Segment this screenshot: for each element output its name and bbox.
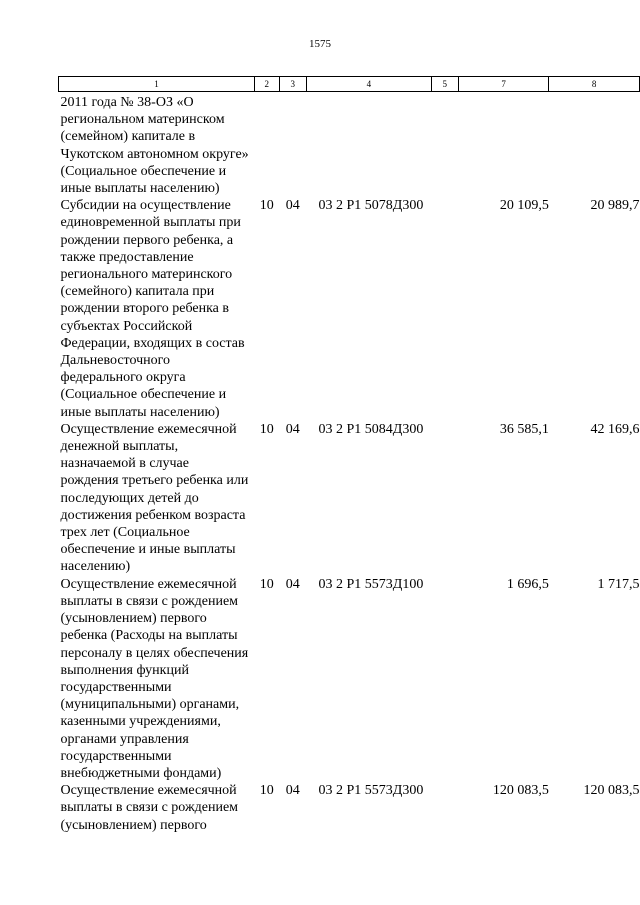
row-amount-col8: 42 169,6 [590,421,640,437]
row-subsection: 04 [285,421,300,437]
page-number: 1575 [309,38,331,50]
row-section: 10 [259,198,274,214]
budget-table [58,76,640,834]
continuation-row [59,92,640,198]
row-name: Субсидии на осуществление единовременной выплаты при рождении первого ребенка, а также предоставление регионального материнского (семейного) капитала при рождении второго ребенка в субъектах Российской Федерации, входящих в состав Дальневосточного федерального округа (Социальное обеспечение и иные выплаты населению) [60,198,245,420]
row-name: Осуществление ежемесячной выплаты в связи с рождением (усыновлением) первого ребенка (Расходы на выплаты персоналу в целях обеспечения выполнения функций государственными (муниципальными) органами, казенными учреждениями, органами управления государственными внебюджетными фондами) [60,576,249,781]
table-row [59,576,640,782]
row-name: Осуществление ежемесячной выплаты в связи с рождением (усыновлением) первого [60,783,239,833]
row-target-code: 03 2 Р1 5573Д300 [318,783,424,799]
column-header-5: 5 [431,77,458,92]
row-target-code: 03 2 Р1 5573Д100 [318,576,424,592]
row-amount-col7: 1 696,5 [506,576,549,592]
column-header-3: 3 [279,77,306,92]
continuation-text: 2011 года № 38-ОЗ «О региональном материнском (семейном) капитале в Чукотском автономном округе» (Социальное обеспечение и иные выплаты населению) [60,95,249,197]
row-section: 10 [259,421,274,437]
row-amount-col8: 1 717,5 [597,576,640,592]
row-subsection: 04 [285,783,300,799]
column-header-2: 2 [254,77,279,92]
table-row [59,782,640,834]
row-section: 10 [259,576,274,592]
row-amount-col7: 36 585,1 [499,421,549,437]
row-subsection: 04 [285,576,300,592]
column-header-8: 8 [549,77,640,92]
row-target-code: 03 2 Р1 5078Д300 [318,198,424,214]
header-row [59,77,640,92]
row-name: Осуществление ежемесячной денежной выплаты, назначаемой в случае рождения третьего ребенка или последующих детей до достижения ребенком возраста трех лет (Социальное обеспечение и иные выплаты населению) [60,421,249,575]
row-amount-col7: 120 083,5 [492,783,549,799]
column-header-4: 4 [306,77,431,92]
row-expense-type [431,576,458,782]
table-row [59,421,640,576]
table-row [59,197,640,421]
row-expense-type [431,782,458,834]
row-amount-col7: 20 109,5 [499,198,549,214]
row-amount-col8: 20 989,7 [590,198,640,214]
column-header-7: 7 [458,77,549,92]
row-target-code: 03 2 Р1 5084Д300 [318,421,424,437]
row-amount-col8: 120 083,5 [583,783,640,799]
row-subsection: 04 [285,198,300,214]
row-section: 10 [259,783,274,799]
row-expense-type [431,421,458,576]
column-header-1: 1 [59,77,255,92]
row-expense-type [431,197,458,421]
